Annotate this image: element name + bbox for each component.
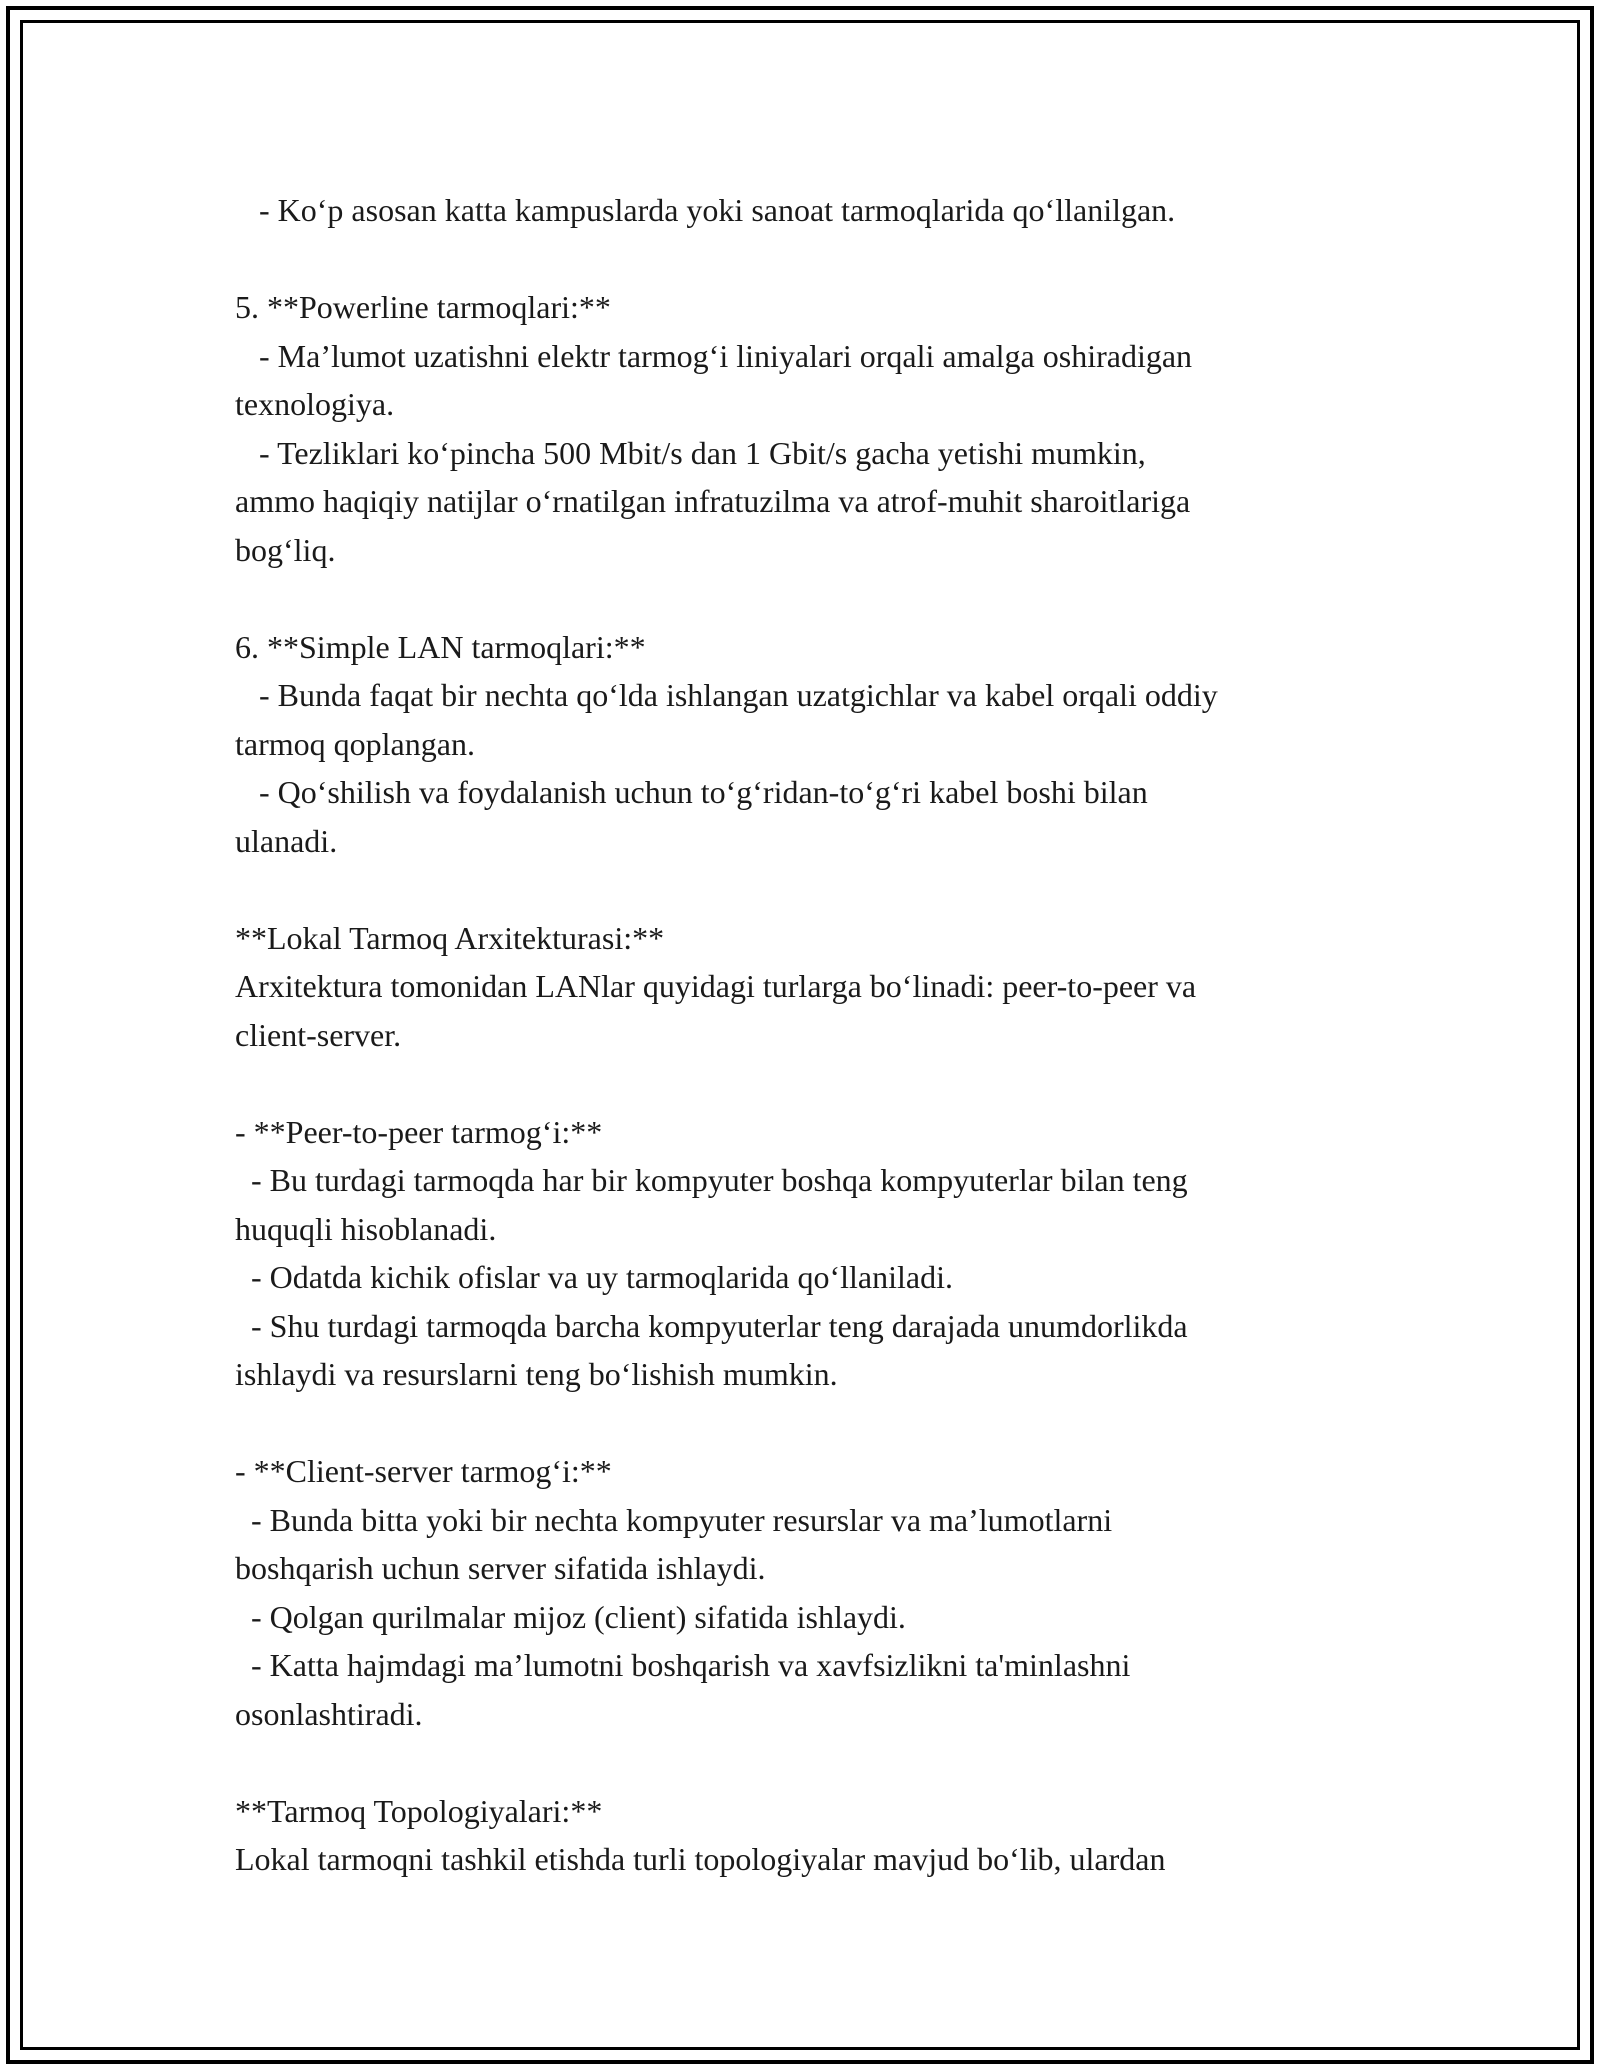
blank-line: [235, 865, 1395, 914]
text-line: texnologiya.: [235, 386, 395, 422]
document-body: [235, 186, 1395, 1884]
text-line: - Katta hajmdagi ma’lumotni boshqarish va xavfsizlikni ta'minlashni: [235, 1647, 1131, 1683]
text-line: boshqarish uchun server sifatida ishlaydi.: [235, 1550, 766, 1586]
text-line: - Ma’lumot uzatishni elektr tarmog‘i liniyalari orqali amalga oshiradigan: [235, 337, 1193, 374]
text-line: Arxitektura tomonidan LANlar quyidagi turlarga bo‘linadi: peer-to-peer va: [235, 968, 1197, 1004]
text-line: - Bunda bitta yoki bir nechta kompyuter resurslar va ma’lumotlarni: [235, 1501, 1113, 1538]
text-line: ulanadi.: [235, 822, 338, 859]
text-line: - Bunda faqat bir nechta qo‘lda ishlangan uzatgichlar va kabel orqali oddiy: [235, 677, 1218, 713]
text-line: ishlaydi va resurslarni teng bo‘lishish mumkin.: [235, 1356, 838, 1392]
blank-line: [235, 1059, 1395, 1108]
section-heading-topologies: **Tarmoq Topologiyalari:**: [235, 1792, 603, 1829]
blank-line: [235, 574, 1395, 623]
text-line: - Bu turdagi tarmoqda har bir kompyuter boshqa kompyuterlar bilan teng: [235, 1162, 1188, 1198]
blank-line: [235, 235, 1395, 284]
blank-line: [235, 1738, 1395, 1787]
text-line: ammo haqiqiy natijlar o‘rnatilgan infratuzilma va atrof-muhit sharoitlariga: [235, 483, 1191, 519]
text-line: - Shu turdagi tarmoqda barcha kompyuterlar teng darajada unumdorlikda: [235, 1307, 1188, 1344]
text-line: client-server.: [235, 1016, 402, 1053]
subsection-heading-peer-to-peer: - **Peer-to-peer tarmog‘i:**: [235, 1113, 603, 1150]
subsection-heading-client-server: - **Client-server tarmog‘i:**: [235, 1453, 612, 1489]
text-line: - Tezliklari ko‘pincha 500 Mbit/s dan 1 Gbit/s gacha yetishi mumkin,: [235, 434, 1146, 471]
section-heading-simple-lan: 6. **Simple LAN tarmoqlari:**: [235, 628, 646, 665]
text-line: - Odatda kichik ofislar va uy tarmoqlarida qo‘llaniladi.: [235, 1259, 953, 1295]
text-line: - Qolgan qurilmalar mijoz (client) sifatida ishlaydi.: [235, 1598, 906, 1635]
text-line: bog‘liq.: [235, 531, 336, 568]
section-heading-powerline: 5. **Powerline tarmoqlari:**: [235, 289, 611, 325]
text-line: tarmoq qoplangan.: [235, 725, 475, 762]
text-line: huquqli hisoblanadi.: [235, 1210, 497, 1247]
text-line: - Qo‘shilish va foydalanish uchun to‘g‘ridan-to‘g‘ri kabel boshi bilan: [235, 774, 1148, 810]
text-line: osonlashtiradi.: [235, 1695, 423, 1732]
blank-line: [235, 1399, 1395, 1448]
section-heading-architecture: **Lokal Tarmoq Arxitekturasi:**: [235, 919, 665, 956]
text-line: - Ko‘p asosan katta kampuslarda yoki sanoat tarmoqlarida qo‘llanilgan.: [235, 192, 1176, 228]
text-line: Lokal tarmoqni tashkil etishda turli topologiyalar mavjud bo‘lib, ulardan: [235, 1841, 1166, 1877]
